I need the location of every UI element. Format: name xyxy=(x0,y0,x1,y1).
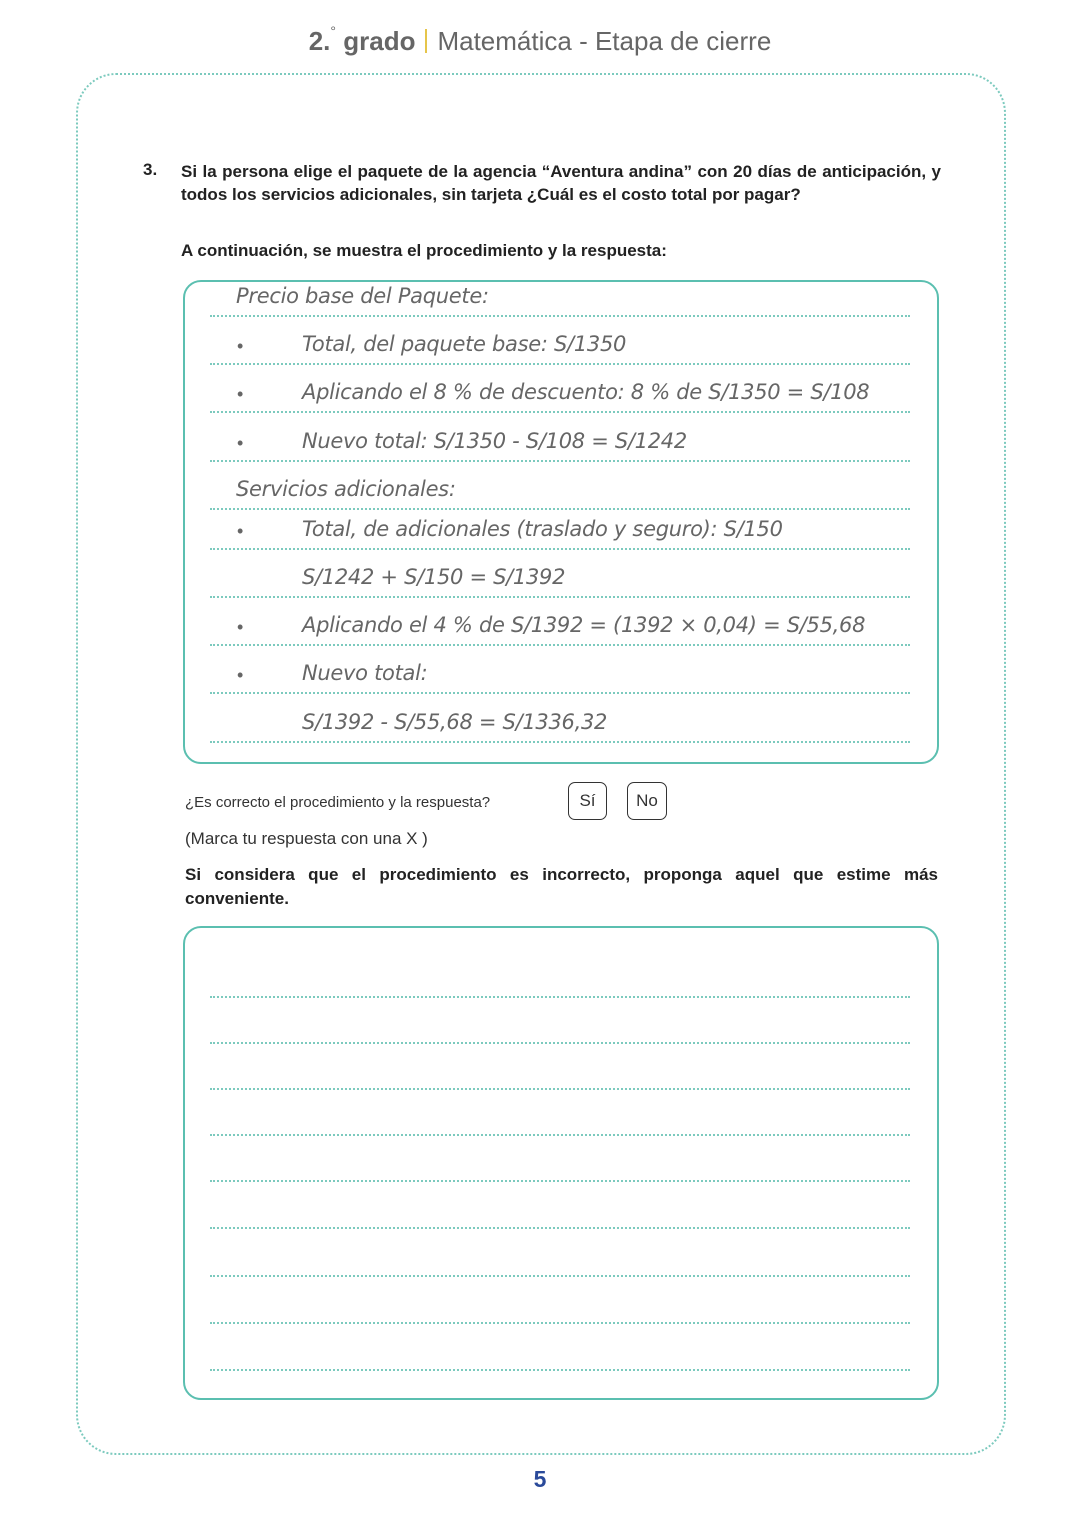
writing-line xyxy=(210,692,910,694)
answer-line[interactable] xyxy=(210,1180,910,1182)
writing-line xyxy=(210,411,910,413)
no-option-box[interactable]: No xyxy=(627,782,667,820)
bullet-icon: • xyxy=(237,521,244,541)
check-question: ¿Es correcto el procedimiento y la respuesta? xyxy=(185,794,491,811)
writing-line xyxy=(210,644,910,646)
bullet-icon: • xyxy=(237,384,244,404)
question-number: 3. xyxy=(143,160,158,179)
procedure-step: Nuevo total: xyxy=(302,661,428,685)
bullet-icon: • xyxy=(237,617,244,637)
answer-line[interactable] xyxy=(210,1042,910,1044)
mark-instruction: (Marca tu respuesta con una X ) xyxy=(185,829,428,848)
degree-sign: ° xyxy=(330,23,336,40)
procedure-step: Aplicando el 8 % de descuento: 8 % de S/1350 = S/108 xyxy=(302,380,870,404)
answer-line[interactable] xyxy=(210,996,910,998)
answer-line[interactable] xyxy=(210,1088,910,1090)
procedure-step: Precio base del Paquete: xyxy=(236,284,489,308)
procedure-step: Servicios adicionales: xyxy=(236,477,456,501)
writing-line xyxy=(210,315,910,317)
answer-line[interactable] xyxy=(210,1275,910,1277)
writing-line xyxy=(210,508,910,510)
bullet-icon: • xyxy=(237,433,244,453)
bullet-icon: • xyxy=(237,665,244,685)
answer-line[interactable] xyxy=(210,1369,910,1371)
procedure-step: Total, del paquete base: S/1350 xyxy=(302,332,627,356)
writing-line xyxy=(210,460,910,462)
grade-number: 2. xyxy=(308,26,331,56)
answer-line[interactable] xyxy=(210,1134,910,1136)
writing-line xyxy=(210,741,910,743)
writing-line xyxy=(210,363,910,365)
bullet-icon: • xyxy=(237,336,244,356)
answer-line[interactable] xyxy=(210,1322,910,1324)
writing-line xyxy=(210,596,910,598)
yes-option-box[interactable]: Sí xyxy=(568,782,607,820)
procedure-step: S/1242 + S/150 = S/1392 xyxy=(302,565,566,589)
proposal-prompt: Si considera que el procedimiento es incorrecto, proponga aquel que estime más conveniente. xyxy=(185,865,938,908)
writing-line xyxy=(210,548,910,550)
question-text: Si la persona elige el paquete de la agencia “Aventura andina” con 20 días de anticipación, y todos los servicios adicionales, sin tarjeta ¿Cuál es el costo total por pagar? xyxy=(181,162,941,204)
procedure-step: Aplicando el 4 % de S/1392 = (1392 × 0,04) = S/55,68 xyxy=(302,613,866,637)
page-header xyxy=(0,23,1080,57)
procedure-step: Nuevo total: S/1350 - S/108 = S/1242 xyxy=(302,429,687,453)
question-intro: A continuación, se muestra el procedimiento y la respuesta: xyxy=(181,241,667,260)
grade-word: grado xyxy=(343,26,416,56)
procedure-step: Total, de adicionales (traslado y seguro): S/150 xyxy=(302,517,783,541)
header-divider xyxy=(425,29,427,53)
answer-line[interactable] xyxy=(210,1227,910,1229)
subject-title: Matemática - Etapa de cierre xyxy=(437,26,772,56)
procedure-step: S/1392 - S/55,68 = S/1336,32 xyxy=(302,710,608,734)
page-number: 5 xyxy=(533,1466,547,1492)
